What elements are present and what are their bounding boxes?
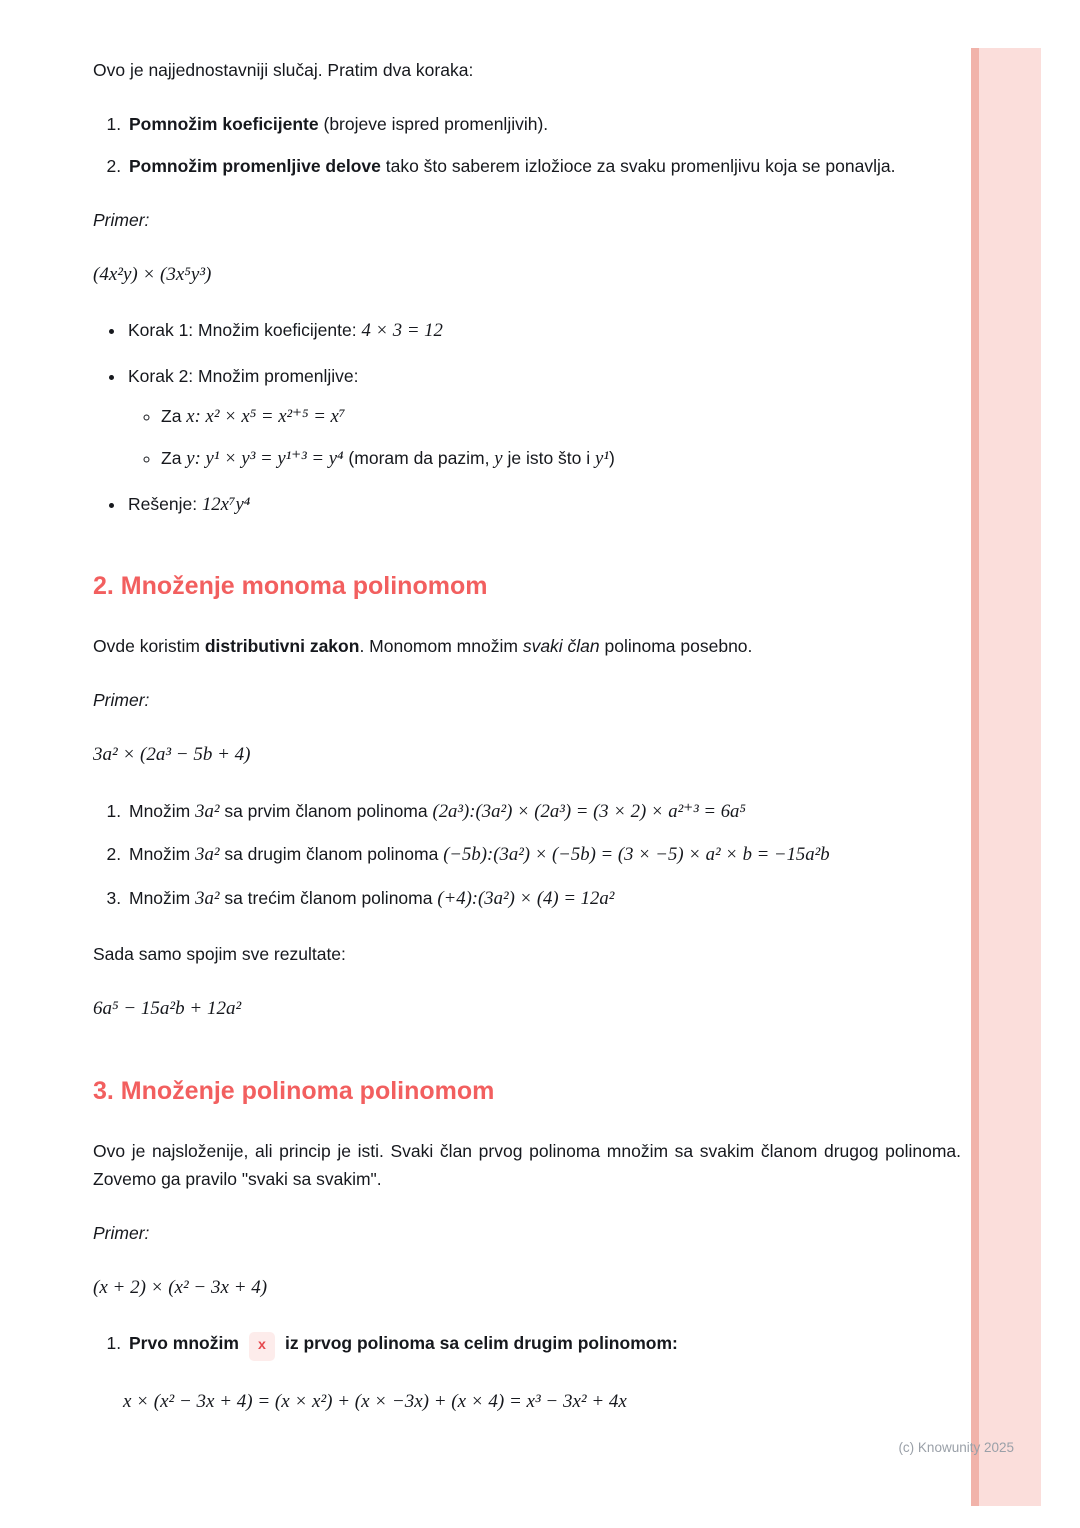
za-y-label: Za bbox=[161, 448, 187, 469]
za-x-item bbox=[161, 402, 961, 432]
section-3-paragraph: Ovo je najsloženije, ali princip je isti. Svaki član prvog polinoma množim sa svakim članom drugog polinoma. Zovemo ga pravilo "svaki sa svakim". bbox=[93, 1140, 961, 1189]
steps-list bbox=[93, 110, 961, 180]
dist-3-text-1: Množim bbox=[129, 888, 196, 909]
step-1-bold: Pomnožim koeficijente bbox=[129, 114, 319, 134]
dist-2-text-2: sa drugim članom polinoma bbox=[219, 844, 444, 865]
za-y-note-1: (moram da pazim, bbox=[343, 448, 495, 469]
right-accent-bar-light bbox=[979, 48, 1041, 1506]
step-2-bold: Pomnožim promenljive delove bbox=[129, 156, 381, 176]
document-content bbox=[93, 30, 961, 1443]
dist-2-text-1: Množim bbox=[129, 844, 196, 865]
za-y-note-3: ) bbox=[608, 448, 615, 469]
step-1-text: (brojeve ispred promenljivih). bbox=[318, 114, 549, 134]
dist-1-math-1: 3a² bbox=[195, 800, 220, 822]
dist-1-math-2: (2a³):(3a²) × (2a³) = (3 × 2) × a²⁺³ = 6a⁵ bbox=[432, 800, 746, 822]
dist-2-math-1: 3a² bbox=[195, 844, 220, 866]
resenje-math: 12x⁷y⁴ bbox=[201, 494, 251, 516]
section-heading-2: 2. Množenje monoma polinomom bbox=[93, 572, 488, 601]
dist-3-text-2: sa trećim članom polinoma bbox=[219, 888, 438, 909]
dist-1-text-2: sa prvim članom polinoma bbox=[219, 800, 433, 821]
dist-2-math-2: (−5b):(3a²) × (−5b) = (3 × −5) × a² × b = −15a²b bbox=[443, 844, 830, 866]
korak-2-sublist bbox=[128, 402, 961, 474]
math-expression-2: 3a² × (2a³ − 5b + 4) bbox=[93, 744, 251, 766]
math-expression-1: (4x²y) × (3x⁵y³) bbox=[93, 264, 212, 285]
example-label-1: Primer: bbox=[93, 210, 150, 230]
s2-p1-bold: distributivni zakon bbox=[204, 636, 360, 657]
x-code-chip: x bbox=[249, 1332, 275, 1360]
dist-3-math-1: 3a² bbox=[195, 888, 220, 910]
intro-paragraph: Ovo je najjednostavniji slučaj. Pratim dva koraka: bbox=[93, 60, 474, 80]
s2-p1-text-2: . Monomom množim bbox=[359, 636, 523, 657]
korak-1-math: 4 × 3 = 12 bbox=[361, 320, 443, 342]
right-accent-bar-dark bbox=[971, 48, 979, 1506]
math-result-2: 6a⁵ − 15a²b + 12a² bbox=[93, 998, 242, 1020]
resenje-label: Rešenje: bbox=[128, 494, 202, 515]
korak-2-text: Korak 2: Množim promenljive: bbox=[128, 366, 359, 387]
step-item-2 bbox=[126, 152, 961, 180]
za-y-item bbox=[161, 444, 961, 474]
dist-3-math-2: (+4):(3a²) × (4) = 12a² bbox=[437, 888, 615, 910]
za-y-note-math-2: y¹ bbox=[595, 448, 609, 470]
math-expression-3: (x + 2) × (x² − 3x + 4) bbox=[93, 1276, 268, 1298]
za-x-label: Za bbox=[161, 406, 187, 427]
watermark: (c) Knowunity 2025 bbox=[898, 1440, 1014, 1455]
dist-1-text-1: Množim bbox=[129, 800, 196, 821]
resenje-item bbox=[126, 490, 961, 520]
example-label-3: Primer: bbox=[93, 1222, 150, 1243]
za-y-note-2: je isto što i bbox=[502, 448, 596, 469]
korak-2-item bbox=[126, 362, 961, 474]
s2-p1-text-3: polinoma posebno. bbox=[599, 636, 753, 657]
section-heading-3: 3. Množenje polinoma polinomom bbox=[93, 1076, 495, 1105]
combine-paragraph: Sada samo spojim sve rezultate: bbox=[93, 944, 346, 965]
za-x-math: x: x² × x⁵ = x²⁺⁵ = x⁷ bbox=[186, 406, 346, 428]
poly-1-bold-2: iz prvog polinoma sa celim drugim polinomom: bbox=[280, 1333, 678, 1354]
korak-1-text: Korak 1: Množim koeficijente: bbox=[128, 320, 362, 341]
poly-1-bold-1: Prvo množim bbox=[129, 1333, 244, 1354]
s2-p1-text-1: Ovde koristim bbox=[93, 636, 205, 657]
dist-step-1 bbox=[126, 797, 961, 827]
za-y-note-math-1: y bbox=[494, 448, 503, 470]
distribution-steps-list bbox=[93, 797, 961, 915]
poly-step-1 bbox=[126, 1329, 961, 1360]
math-work-3: x × (x² − 3x + 4) = (x × x²) + (x × −3x) + (x × 4) = x³ − 3x² + 4x bbox=[123, 1390, 627, 1412]
step-item-1 bbox=[126, 110, 961, 138]
s2-p1-italic: svaki član bbox=[522, 636, 600, 657]
polynomial-steps-list bbox=[93, 1329, 961, 1360]
dist-step-2 bbox=[126, 840, 961, 870]
section-2-paragraph bbox=[93, 632, 961, 660]
step-2-text: tako što saberem izložioce za svaku promenljivu koja se ponavlja. bbox=[380, 156, 896, 176]
example-1-bullets bbox=[93, 316, 961, 520]
za-y-math: y: y¹ × y³ = y¹⁺³ = y⁴ bbox=[186, 448, 344, 470]
dist-step-3 bbox=[126, 884, 961, 914]
example-label-2: Primer: bbox=[93, 690, 150, 711]
korak-1-item bbox=[126, 316, 961, 346]
